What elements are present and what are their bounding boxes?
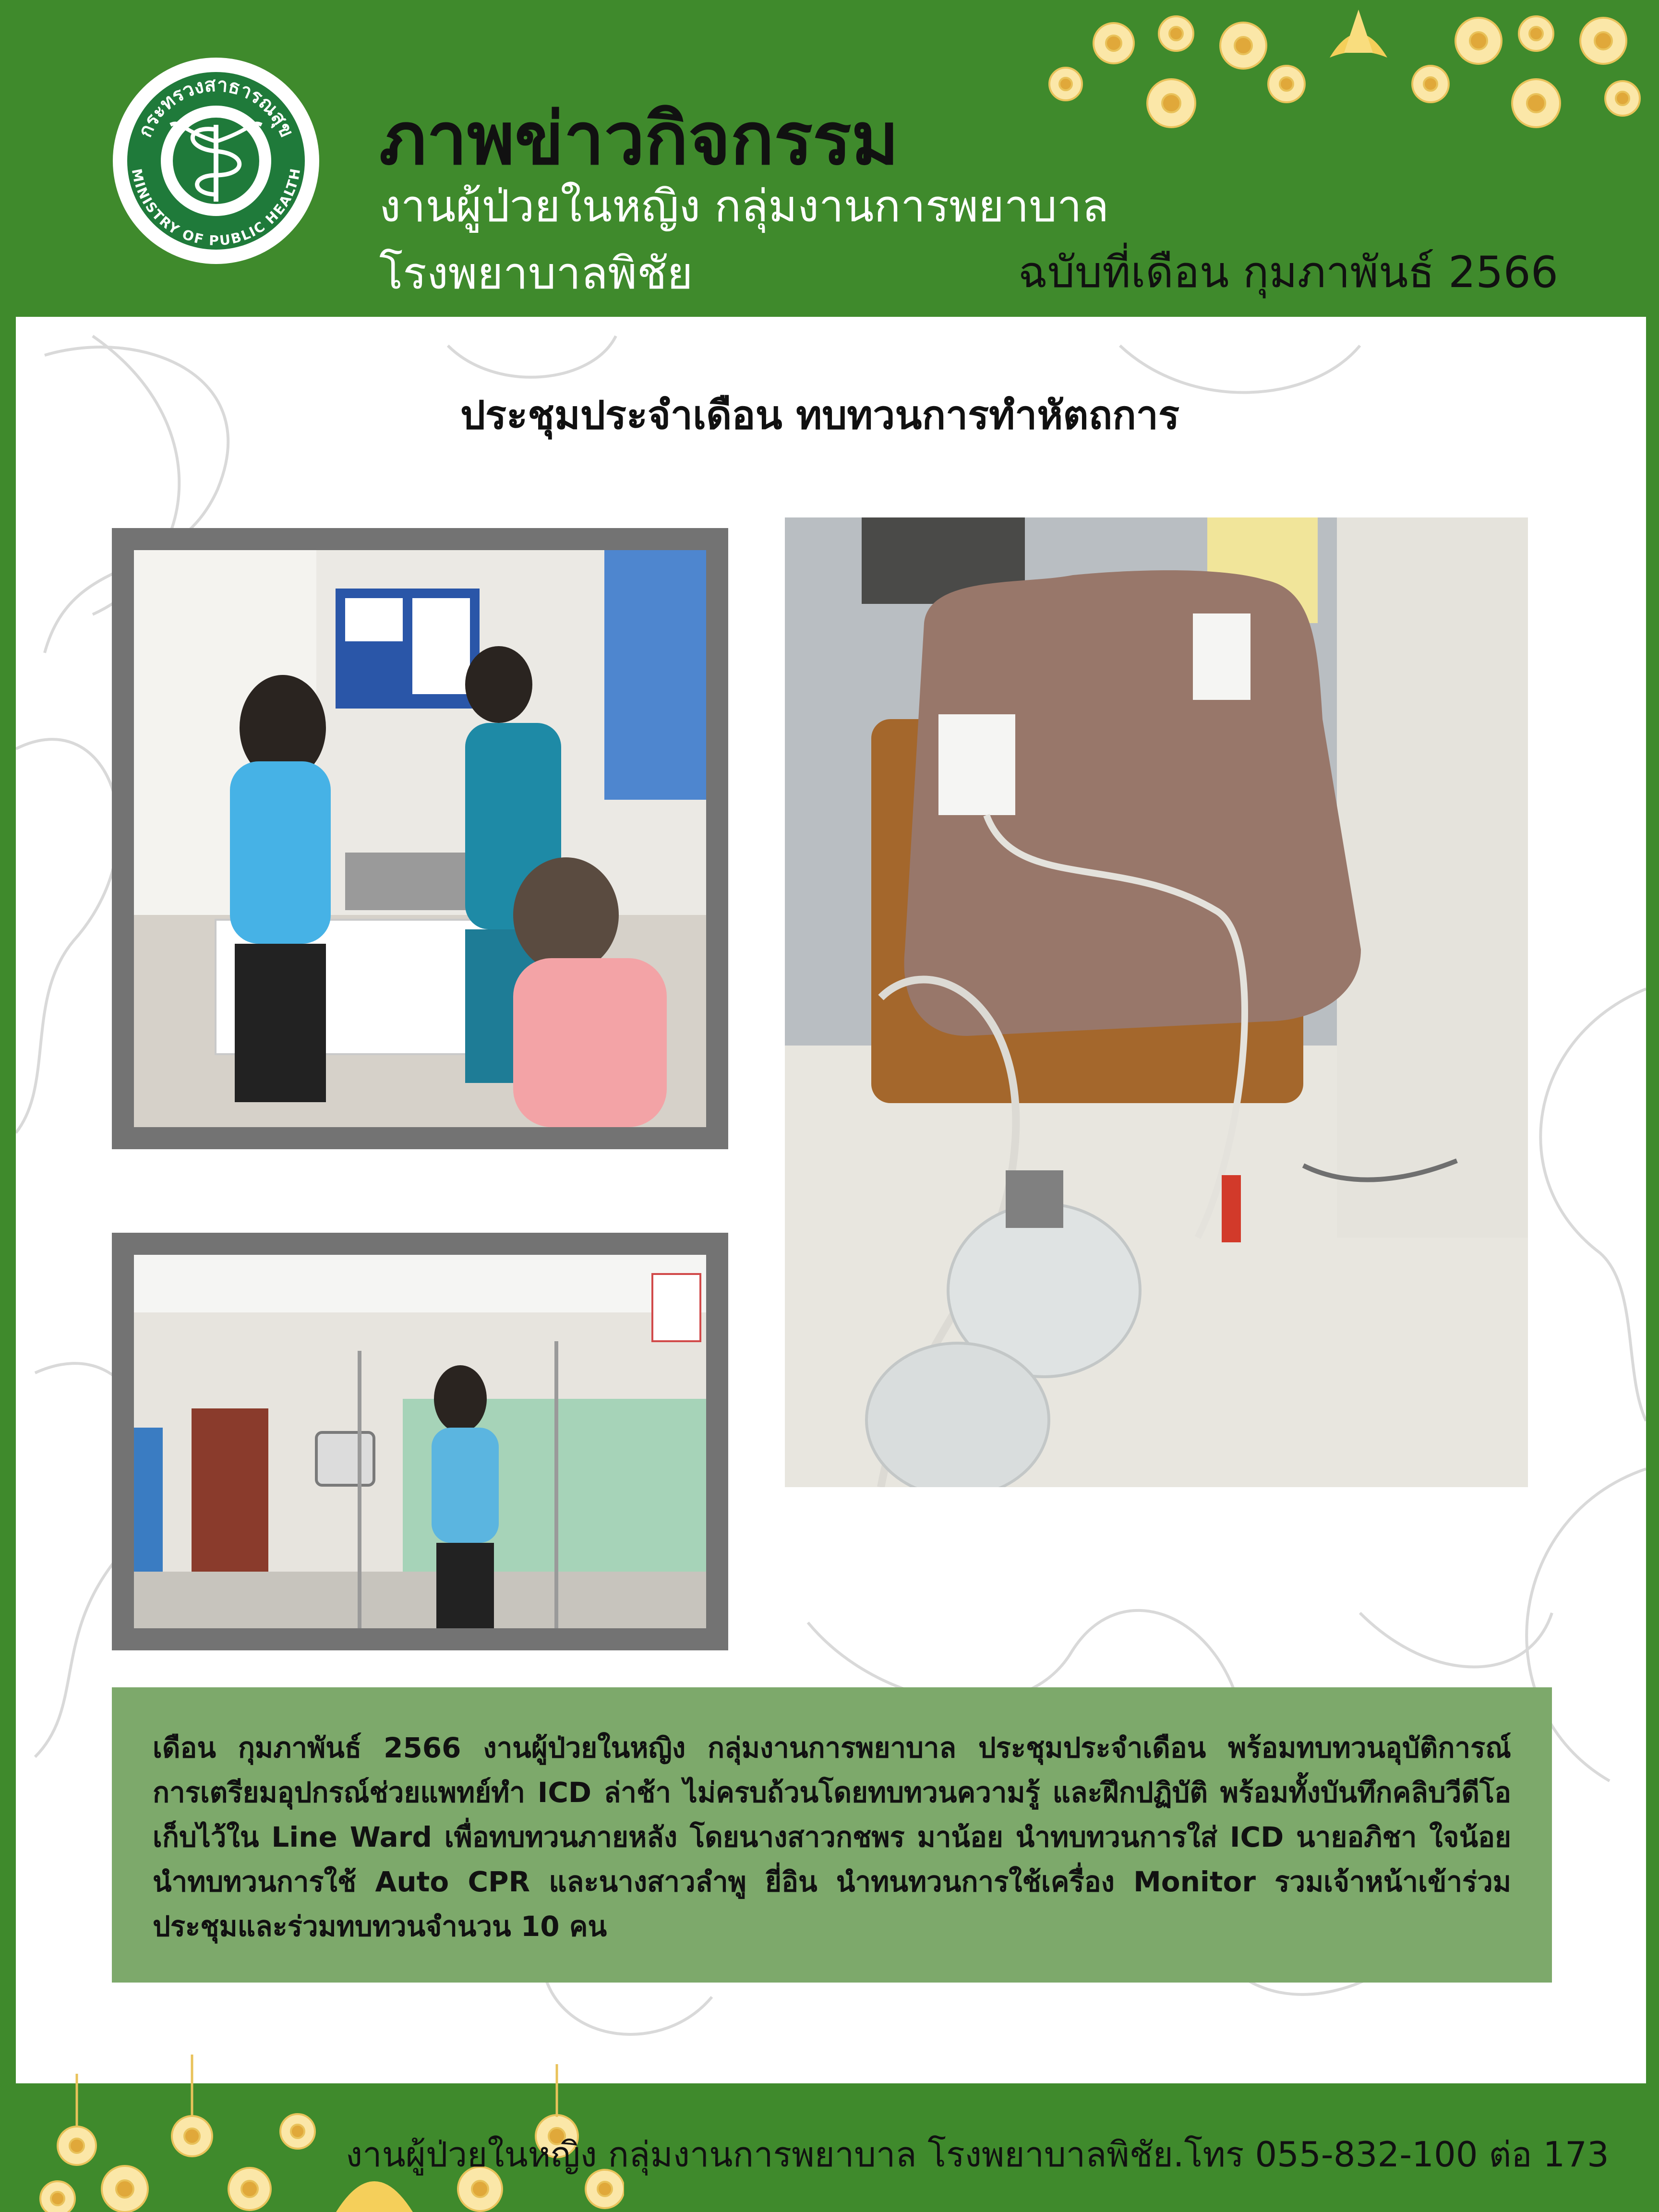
footer-flower-decoration bbox=[0, 2035, 624, 2212]
page-title: ภาพข่าวกิจกรรม bbox=[379, 96, 899, 181]
logo-text-bottom: MINISTRY OF PUBLIC HEALTH bbox=[128, 167, 304, 249]
photo-chest-drain-model bbox=[785, 517, 1528, 1487]
photo-staff-preparing-instruments bbox=[112, 528, 728, 1149]
photo-3-illustration bbox=[134, 1255, 706, 1628]
logo-text-top: กระทรวงสาธารณสุข bbox=[134, 73, 298, 141]
ministry-logo bbox=[113, 58, 319, 264]
photo-2-illustration bbox=[785, 517, 1528, 1487]
department-name: งานผู้ป่วยในหญิง กลุ่มงานการพยาบาล bbox=[379, 180, 1109, 232]
activity-description: เดือน กุมภาพันธ์ 2566 งานผู้ป่วยในหญิง กลุ่มงานการพยาบาล ประชุมประจำเดือน พร้อมทบทวนอุบัติการณ์ การเตรียมอุปกรณ์ช่วยแพทย์ทำ ICD ล่าช้า ไม่ครบถ้วนโดยทบทวนความรู้ และฝึกปฏิบัติ พร้อมทั้งบันทึกคลิบวีดีโอ เก็บไว้ใน Line Ward เพื่อทบทวนภายหลัง โดยนางสาวกชพร มาน้อย นำทบทวนการใส่ ICD นายอภิชา ใจน้อยนำทบทวนการใช้ Auto CPR และนางสาวลำพู ยี่อิน นำทนทวนการใช้เครื่อง Monitor รวมเจ้าหน้าเข้าร่วมประชุมและร่วมทบทวนจำนวน 10 คน bbox=[112, 1687, 1552, 1983]
section-title: ประชุมประจำเดือน ทบทวนการทำหัตถการ bbox=[460, 393, 1179, 438]
caduceus-icon bbox=[113, 58, 319, 264]
hospital-name: โรงพยาบาลพิชัย bbox=[379, 248, 693, 299]
photo-monitor-training bbox=[112, 1233, 728, 1650]
issue-date: ฉบับที่เดือน กุมภาพันธ์ 2566 bbox=[1018, 247, 1558, 298]
photo-1-illustration bbox=[134, 550, 706, 1127]
footer-contact: งานผู้ป่วยในหญิง กลุ่มงานการพยาบาล โรงพยาบาลพิชัย.โทร 055-832-100 ต่อ 173 bbox=[346, 2134, 1609, 2175]
